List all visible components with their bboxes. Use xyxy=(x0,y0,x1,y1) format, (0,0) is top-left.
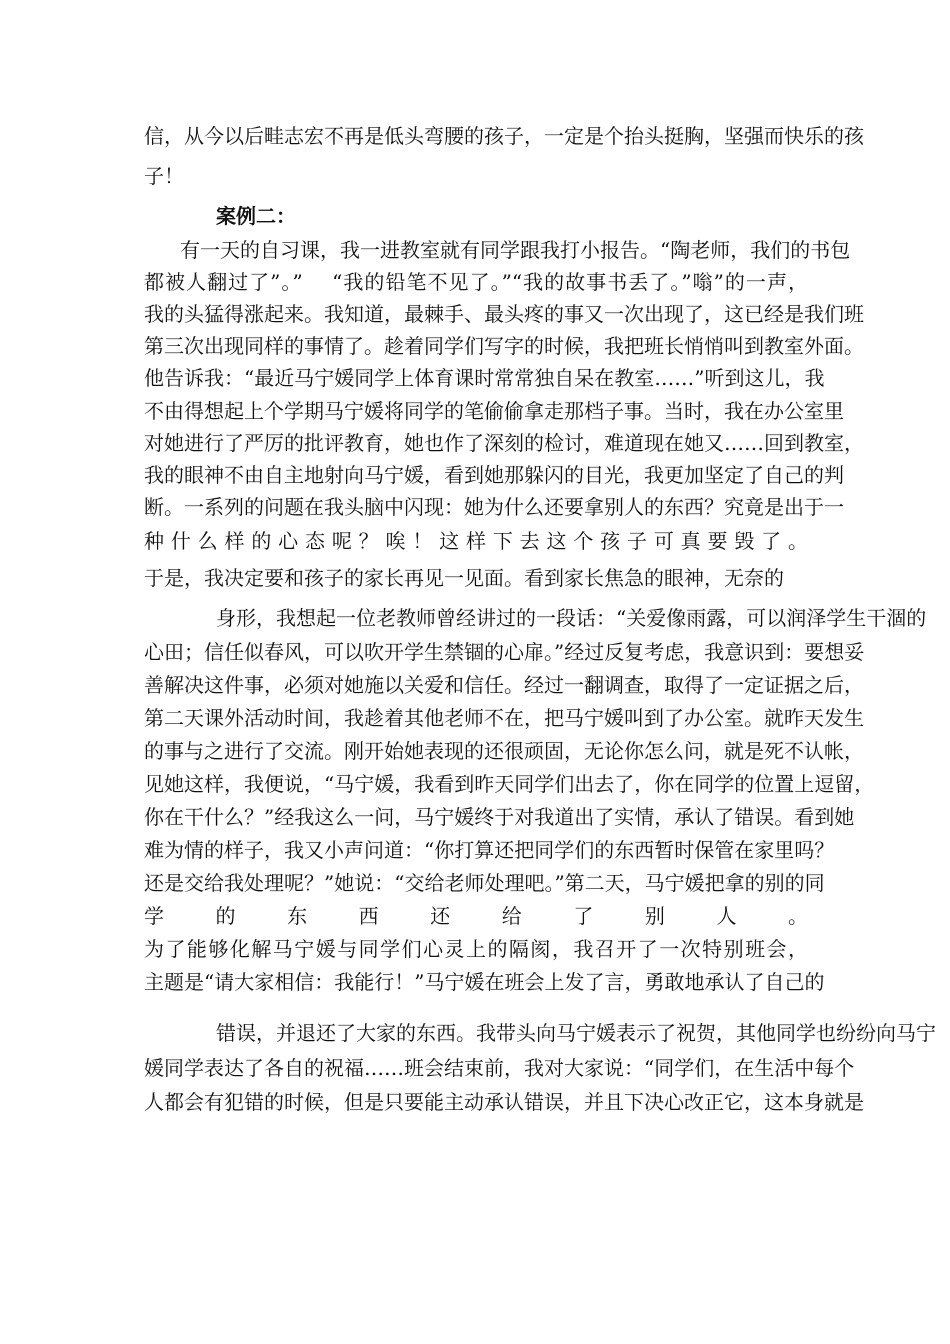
text-line: 我的头猛得涨起来。我知道，最棘手、最头疼的事又一次出现了，这已经是我们班 xyxy=(144,302,864,326)
text-line: 媛同学表达了各自的祝福……班会结束前，我对大家说：“同学们，在生活中每个 xyxy=(144,1056,855,1080)
section-heading: 案例二： xyxy=(216,204,296,228)
text-line: 主题是“请大家相信：我能行！”马宁媛在班会上发了言，勇敢地承认了自己的 xyxy=(144,970,825,994)
text-line: 见她这样，我便说，“马宁媛，我看到昨天同学们出去了，你在同学的位置上逗留， xyxy=(144,772,875,796)
text-line: 子！ xyxy=(144,164,184,188)
text-line: 的事与之进行了交流。刚开始她表现的还很顽固，无论你怎么问，就是死不认帐， xyxy=(144,739,864,763)
text-line: 对她进行了严厉的批评教育，她也作了深刻的检讨，难道现在她又……回到教室， xyxy=(144,431,864,455)
text-line: 身形，我想起一位老教师曾经讲过的一段话：“关爱像雨露，可以润泽学生干涸的 xyxy=(216,606,927,630)
text-line: 于是，我决定要和孩子的家长再见一见面。看到家长焦急的眼神，无奈的 xyxy=(144,566,784,590)
text-line xyxy=(144,1126,808,1152)
text-line: 人都会有犯错的时候，但是只要能主动承认错误，并且下决心改正它，这本身就是 xyxy=(144,1090,864,1114)
text-line: 断。一系列的问题在我头脑中闪现：她为什么还要拿别人的东西？究竟是出于一 xyxy=(144,495,844,519)
text-line: 为了能够化解马宁媛与同学们心灵上的隔阂，我召开了一次特别班会， xyxy=(144,937,808,961)
text-line: 还是交给我处理呢？”她说：“交给老师处理吧。”第二天，马宁媛把拿的别的同 xyxy=(144,871,825,895)
text-line: 我的眼神不由自主地射向马宁媛，看到她那躲闪的目光，我更加坚定了自己的判 xyxy=(144,463,844,487)
text-line: 第二天课外活动时间，我趁着其他老师不在，把马宁媛叫到了办公室。就昨天发生 xyxy=(144,706,864,730)
text-line: 有一天的自习课，我一进教室就有同学跟我打小报告。“陶老师，我们的书包 xyxy=(180,238,851,262)
text-line: 你在干什么？”经我这么一问，马宁媛终于对我道出了实情，承认了错误。看到她 xyxy=(144,805,855,829)
text-line: 第三次出现同样的事情了。趁着同学们写字的时候，我把班长悄悄叫到教室外面。 xyxy=(144,334,864,358)
text-line: 心田；信任似春风，可以吹开学生禁锢的心扉。”经过反复考虑，我意识到：要想妥 xyxy=(144,640,865,664)
text-line: 种什么样的心态呢？唉！这样下去这个孩子可真要毁了。 xyxy=(144,529,808,553)
text-line: 学的东西还给了别人。 xyxy=(144,904,808,928)
text-line: 不由得想起上个学期马宁媛将同学的笔偷偷拿走那档子事。当时，我在办公室里 xyxy=(144,399,844,423)
text-line: 难为情的样子，我又小声问道：“你打算还把同学们的东西暂时保管在家里吗？ xyxy=(144,838,835,862)
text-line: 错误，并退还了大家的东西。我带头向马宁媛表示了祝贺，其他同学也纷纷向马宁 xyxy=(216,1021,936,1045)
text-line: 善解决这件事，必须对她施以关爱和信任。经过一翻调查，取得了一定证据之后， xyxy=(144,673,864,697)
text-line: 他告诉我：“最近马宁媛同学上体育课时常常独自呆在教室……”听到这儿，我 xyxy=(144,366,825,390)
text-line: 都被人翻过了”。” “我的铅笔不见了。”“我的故事书丢了。”嗡”的一声， xyxy=(144,270,808,294)
text-line: 信，从今以后畦志宏不再是低头弯腰的孩子，一定是个抬头挺胸，坚强而快乐的孩 xyxy=(144,124,864,148)
text-line xyxy=(144,1163,808,1189)
